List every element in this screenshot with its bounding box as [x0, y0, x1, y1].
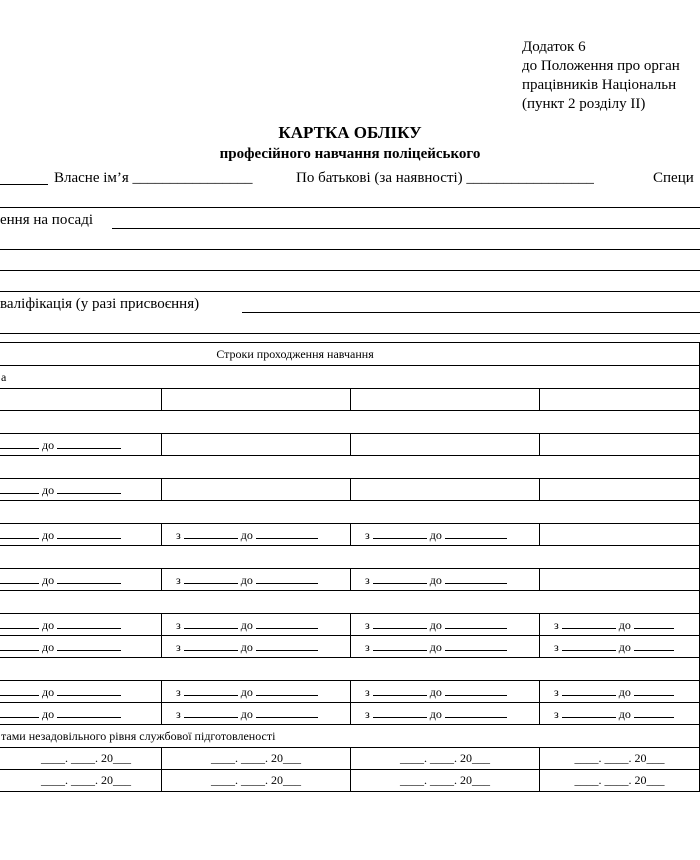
period-cell[interactable]: до: [0, 524, 162, 546]
period-cell[interactable]: до: [0, 569, 162, 591]
period-cell[interactable]: з до: [351, 681, 540, 703]
first-name-field[interactable]: Власне ім’я ________________: [54, 170, 253, 186]
period-cell[interactable]: до: [0, 479, 162, 501]
period-cell[interactable]: до: [0, 636, 162, 658]
period-cell[interactable]: з до: [540, 703, 700, 725]
period-cell[interactable]: з до: [540, 636, 700, 658]
date-cell[interactable]: ____. ____. 20___: [351, 770, 540, 792]
table-cell[interactable]: [540, 479, 700, 501]
period-cell[interactable]: з до: [540, 614, 700, 636]
period-cell[interactable]: з до: [162, 524, 351, 546]
appendix-note: [522, 38, 680, 114]
training-table: [0, 342, 700, 792]
form-line[interactable]: [0, 270, 700, 271]
period-cell[interactable]: з до: [162, 636, 351, 658]
table-cell[interactable]: [351, 479, 540, 501]
period-cell[interactable]: з до: [351, 569, 540, 591]
period-cell[interactable]: з до: [162, 703, 351, 725]
table-header: Строки проходження навчання: [0, 343, 700, 366]
table-cell[interactable]: [540, 389, 700, 411]
period-cell[interactable]: з до: [351, 636, 540, 658]
appendix-line: Додаток 6: [522, 39, 586, 55]
period-cell[interactable]: до: [0, 614, 162, 636]
document-subtitle: професійного навчання поліцейського: [219, 146, 481, 162]
section-label: [0, 658, 700, 681]
section-label: [0, 501, 700, 524]
document-title: КАРТКА ОБЛІКУ: [278, 123, 422, 142]
table-cell[interactable]: [351, 389, 540, 411]
patronymic-field[interactable]: По батькові (за наявності) _________________: [296, 170, 594, 186]
specialty-label: Специ: [653, 170, 694, 186]
date-cell[interactable]: ____. ____. 20___: [162, 748, 351, 770]
section-label: [0, 546, 700, 569]
period-cell[interactable]: з до: [351, 614, 540, 636]
section-label: [0, 411, 700, 434]
form-line[interactable]: [0, 333, 700, 334]
appendix-line: (пункт 2 розділу II): [522, 96, 646, 112]
form-line[interactable]: [0, 207, 700, 208]
unsatisfactory-label: тами незадовільного рівня службової підготовленості: [0, 725, 700, 748]
date-cell[interactable]: ____. ____. 20___: [351, 748, 540, 770]
period-cell[interactable]: з до: [540, 681, 700, 703]
table-cell[interactable]: [162, 434, 351, 456]
date-cell[interactable]: ____. ____. 20___: [0, 748, 162, 770]
period-cell[interactable]: до: [0, 681, 162, 703]
table-cell[interactable]: [162, 479, 351, 501]
period-cell[interactable]: з до: [351, 703, 540, 725]
table-cell[interactable]: [351, 434, 540, 456]
table-cell[interactable]: [540, 434, 700, 456]
section-label: [0, 591, 700, 614]
period-cell[interactable]: з до: [162, 614, 351, 636]
form-line[interactable]: [0, 249, 700, 250]
table-cell[interactable]: [540, 524, 700, 546]
section-label: [0, 456, 700, 479]
period-cell[interactable]: з до: [162, 681, 351, 703]
appendix-line: до Положення про орган: [522, 58, 680, 74]
table-cell[interactable]: [162, 389, 351, 411]
date-cell[interactable]: ____. ____. 20___: [162, 770, 351, 792]
section-label: а: [0, 366, 700, 389]
period-cell[interactable]: до: [0, 434, 162, 456]
position-label: ення на посаді: [0, 212, 93, 228]
form-line[interactable]: [0, 291, 700, 292]
position-field[interactable]: [112, 228, 700, 229]
surname-blank[interactable]: [0, 170, 48, 190]
period-cell[interactable]: з до: [351, 524, 540, 546]
period-cell[interactable]: з до: [162, 569, 351, 591]
table-cell[interactable]: [0, 389, 162, 411]
qualification-field[interactable]: [242, 312, 700, 313]
appendix-line: працівників Національн: [522, 77, 677, 93]
date-cell[interactable]: ____. ____. 20___: [540, 748, 700, 770]
date-cell[interactable]: ____. ____. 20___: [0, 770, 162, 792]
period-cell[interactable]: до: [0, 703, 162, 725]
qualification-label: валіфікація (у разі присвоєння): [0, 296, 200, 312]
date-cell[interactable]: ____. ____. 20___: [540, 770, 700, 792]
table-cell[interactable]: [540, 569, 700, 591]
